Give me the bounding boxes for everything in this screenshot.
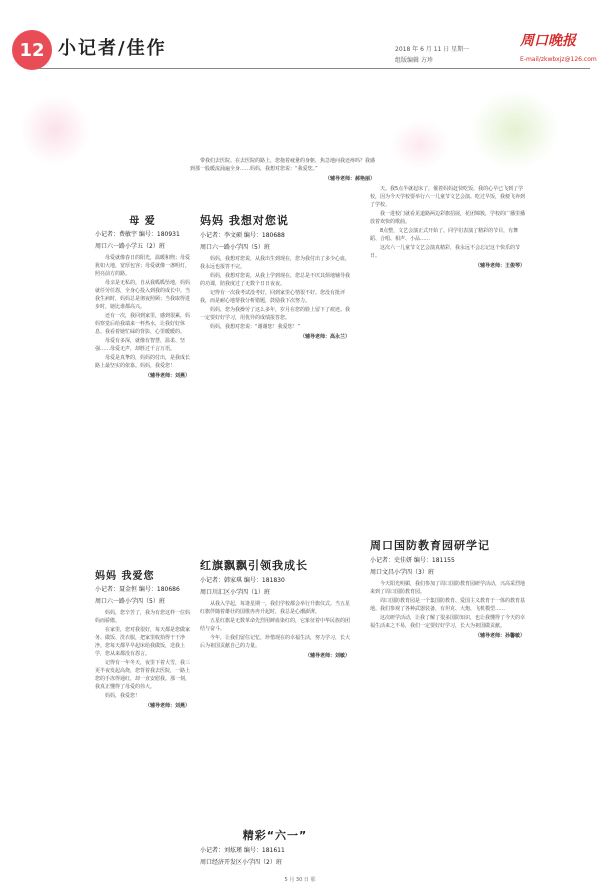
- reporter: 小记者：史佳妍 编号：181155: [370, 557, 455, 564]
- paragraph: 今天阳光明媚，我们参加了周口国防教育园研学活动，兴高采烈地来到了周口国防教育园。: [370, 581, 526, 595]
- contact-email: E-mail/zkwbxjz@126.com: [520, 56, 597, 63]
- paragraph: 妈妈，我想对您说，从我出生到现在，您为我付出了多少心血，我永远也报答不完。: [200, 256, 351, 270]
- paragraph: 母亲是无私的。自从我呱呱坠地，妈妈就任劳任怨，全身心投入到我的成长中。当我生病时，妈妈总是彻夜照顾；当我取得进步时，她比谁都高兴。: [95, 280, 191, 310]
- article-title: 母 爱: [129, 216, 156, 227]
- school: 周口六一路小学四（5）班: [95, 598, 165, 605]
- article-title: 精彩“六一”: [242, 829, 308, 842]
- paragraph: 这次研学活动，让我了解了很多国防知识，也让我懂得了今天的幸福生活来之不易，我们一定要好好学习，长大为祖国做贡献。: [370, 615, 526, 629]
- school: 周口六一路小学四（5）班: [200, 244, 270, 251]
- article-mom-say: [200, 210, 350, 340]
- section-title: 小记者/佳作: [58, 38, 167, 59]
- teacher: （辅导老师：孙馨敏）: [474, 633, 525, 639]
- paragraph: 母爱是真挚的，妈妈的付出，是我成长路上最坚实的依靠。妈妈，我爱您！: [95, 355, 191, 369]
- teacher: （辅导老师：高永兰）: [299, 334, 350, 340]
- issue-info: [395, 44, 469, 66]
- paragraph: 在家里，您对我很好，每天都是您做家务、做饭、洗衣服，把家里收拾得干干净净。您每天都早早起床给我做饭，送我上学，您从来都没有怨言。: [95, 627, 191, 657]
- article-defense: [370, 535, 525, 639]
- paragraph: 记得有一年冬天，夜里下着大雪，我三更半夜发起高烧，您背着我去医院，一路上您的手冻得通红，却一直安慰我。那一刻，我真正懂得了母爱的伟大。: [95, 660, 191, 690]
- flower-decoration: [470, 90, 560, 170]
- paragraph: 从我入学起，每逢星期一，我们学校都会举行升旗仪式。当五星红旗伴随着雄壮的国歌冉冉升起时，我总是心潮澎湃。: [200, 601, 351, 615]
- issue-date: 2018 年 6 月 11 日 星期一: [395, 46, 470, 53]
- article-mom-love: [95, 565, 190, 709]
- paragraph: 五星红旗是无数革命先烈用鲜血染红的，它象征着中华民族的团结与奋斗。: [200, 618, 351, 632]
- teacher: （辅导老师：王俊琴）: [474, 263, 525, 269]
- paragraph: 今年，让我们留住记忆，珍惜现在的幸福生活，努力学习，长大后为祖国贡献自己的力量。: [200, 635, 351, 649]
- paragraph: 妈妈，我想对您说：“谢谢您！我爱您！”: [210, 324, 301, 330]
- newspaper-logo: 周口晚报: [520, 33, 576, 49]
- article-red-flag: [200, 555, 350, 659]
- page-header: [0, 0, 600, 70]
- paragraph: 记得有一次我考试没考好，回到家里心情很不好。您没有批评我，而是耐心地帮我分析错题，鼓励我下次努力。: [200, 290, 346, 304]
- reporter: 小记者：韩家琪 编号：181830: [200, 577, 285, 584]
- reporter: 小记者：刘炫瑾 编号：181611: [200, 847, 285, 854]
- reporter: 小记者：费敏宇 编号：180931: [95, 231, 180, 238]
- editor-credit: 组版编辑 方珍: [395, 57, 433, 64]
- page-footer: 5 月 30 日 那: [284, 877, 316, 883]
- article-title: 红旗飘飘引领我成长: [200, 559, 308, 572]
- teacher: （辅导老师：刘燕）: [144, 373, 190, 379]
- teacher: （辅导老师：刘燕）: [144, 703, 190, 709]
- article-sixone: [200, 825, 350, 870]
- paragraph: 妈妈，您辛苦了，我为有您这样一位妈妈而骄傲。: [95, 610, 191, 624]
- header-rule: [38, 68, 590, 69]
- page-number-badge: 12: [12, 30, 52, 70]
- paragraph: 还有一次，我回到家里，感到很累，妈妈察觉后给我端来一杯热水，让我好好休息。我看着她忙碌的背影，心里暖暖的。: [95, 313, 191, 335]
- school: 周口文昌小学四（3）班: [370, 569, 434, 576]
- reporter: 小记者：聂金恒 编号：180686: [95, 586, 180, 593]
- flower-decoration: [20, 95, 90, 165]
- snippet-teacher: （辅导老师：郝艳丽）: [324, 176, 375, 182]
- reporter: 小记者：李文硕 编号：180688: [200, 232, 285, 239]
- paragraph: 妈妈，我爱您！: [105, 693, 141, 699]
- paragraph: 母爱就像春日的阳光，温暖和煦；母爱犹如大地，宽厚包容；母爱就像一盏明灯，照亮前方的路。: [95, 255, 191, 277]
- teacher: （辅导老师：刘敏）: [304, 653, 350, 659]
- school: 周口川汇区小学四（1）班: [200, 589, 270, 596]
- paragraph: 周口国防教育园是一个集国防教育、爱国主义教育于一体的教育基地。我们参观了各种武器装备，有坦克、大炮、飞机模型……: [370, 598, 526, 612]
- article-title: 妈妈 我爱您: [95, 571, 155, 582]
- top-snippet: [190, 157, 375, 182]
- snippet-text: 带我们去医院。在去医院的路上，您拖着疲惫的身躯，焦急地问我还疼吗？我感到那一股暖流涌遍全身……妈妈，我想对您说：“我爱您。”: [190, 158, 376, 172]
- article-love: [95, 210, 190, 379]
- paragraph: 天。我5点半就起床了，催着妈妈赶快吃饭，我的心早已飞到了学校，因为今天学校要举行六一儿童节文艺会演。吃过早饭，我便飞奔到了学校。: [370, 186, 526, 208]
- paragraph: 这次六一儿童节文艺会演真精彩，我永远不会忘记这个快乐的节日。: [370, 245, 521, 259]
- paragraph: 妈妈，我想对您说，从我上学到现在，您总是不厌其烦地辅导我的功课，陪我度过了无数个日日夜夜。: [200, 273, 351, 287]
- paragraph: 母爱有多深，就像有智慧，温柔、坚强……母爱无声，却胜过千言万语。: [95, 338, 186, 352]
- article-sixone-continued: [370, 185, 525, 269]
- flower-decoration: [390, 120, 450, 170]
- paragraph: 8点整，文艺会演正式开始了。同学们表演了精彩的节目，有舞蹈、合唱、相声、小品……: [370, 228, 519, 242]
- article-title: 周口国防教育园研学记: [370, 539, 490, 552]
- school: 周口六一路小学五（2）班: [95, 243, 165, 250]
- article-title: 妈妈 我想对您说: [200, 214, 289, 227]
- paragraph: 我一进校门就看见道路两边彩旗招展，花团锦簇，学校的广播里播放着欢快的歌曲。: [370, 211, 526, 225]
- school: 周口经济开发区小学四（2）班: [200, 859, 282, 866]
- paragraph: 妈妈，您为我操劳了这么多年，岁月在您的脸上留下了痕迹。我一定要好好学习，用优异的成绩报答您。: [200, 307, 351, 321]
